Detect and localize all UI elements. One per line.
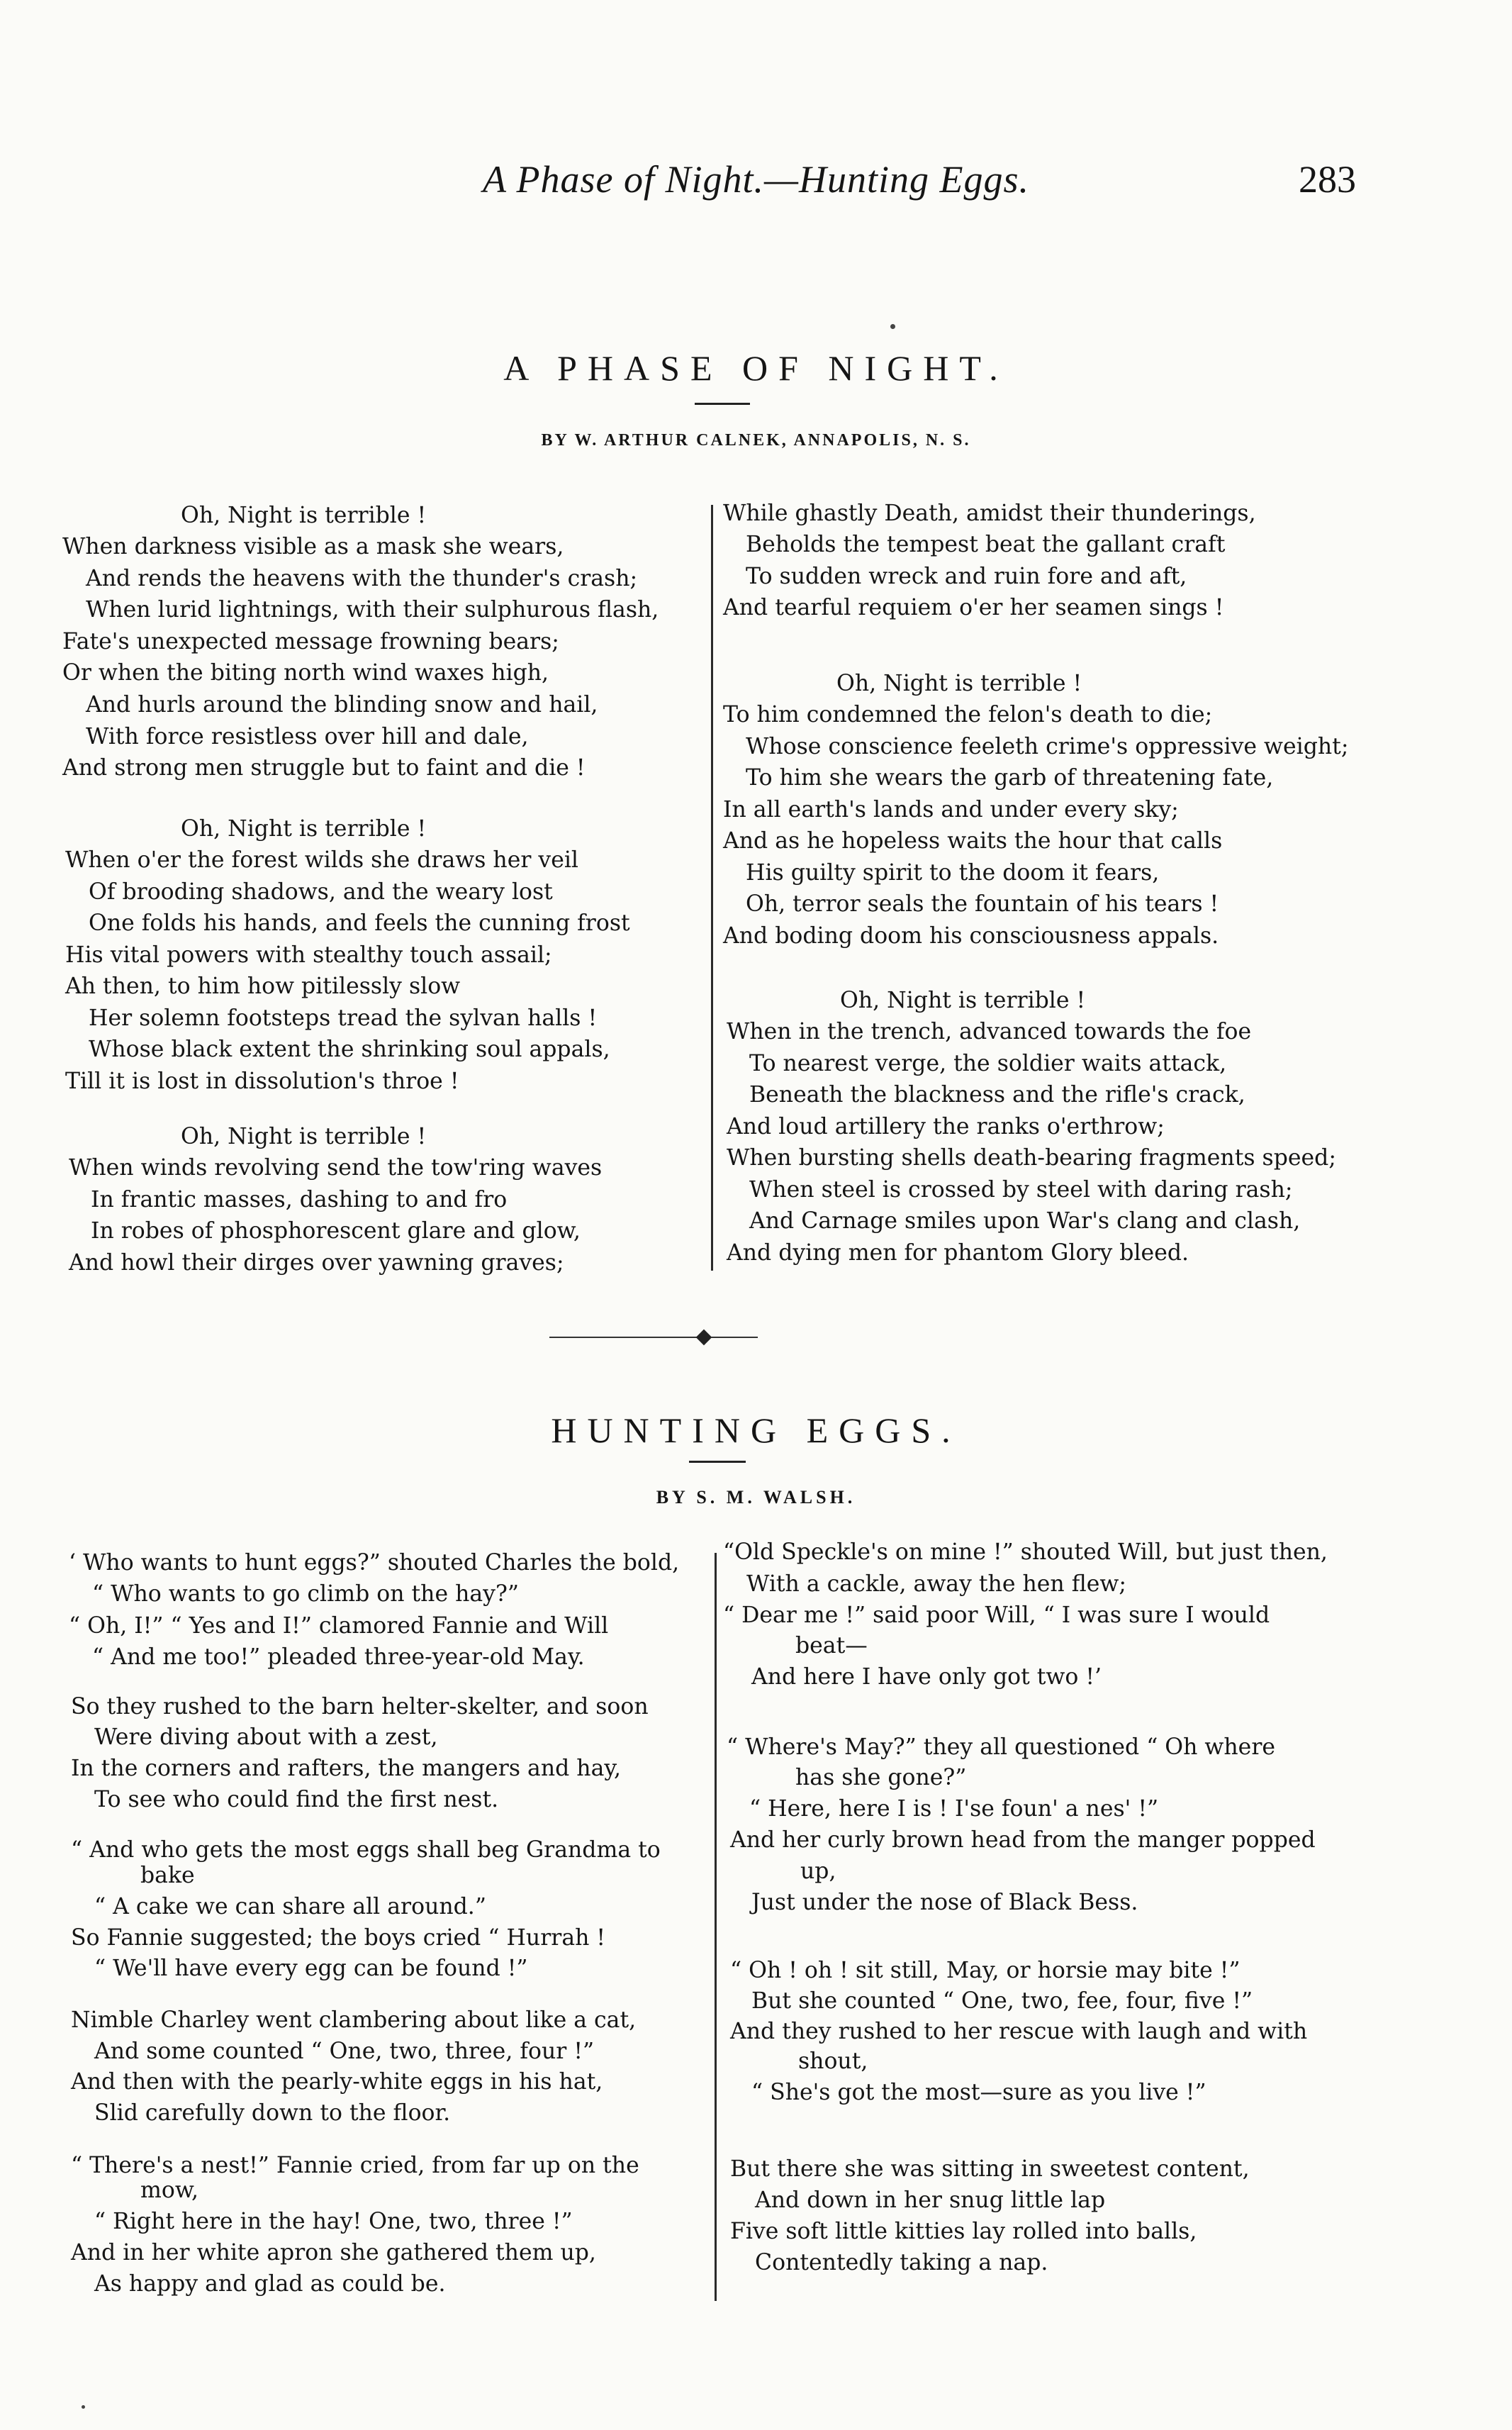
poem-line: Till it is lost in dissolution's throe ! <box>65 1069 459 1094</box>
poem-line: And her curly brown head from the manger popped <box>730 1827 1316 1853</box>
poem-line: And in her white apron she gathered them up, <box>71 2240 596 2265</box>
poem-line: “ Where's May?” they all questioned “ Oh where <box>727 1734 1276 1760</box>
poem-line: up, <box>800 1858 836 1884</box>
poem-line: In all earth's lands and under every sky; <box>723 797 1179 823</box>
poem-line: His guilty spirit to the doom it fears, <box>746 860 1160 886</box>
poem-title: A PHASE OF NIGHT. <box>503 348 1009 388</box>
poem-line: When steel is crossed by steel with daring rash; <box>749 1177 1293 1203</box>
poem-line: shout, <box>798 2049 868 2074</box>
poem-line: “ Dear me !” said poor Will, “ I was sure I would <box>723 1603 1270 1628</box>
poem-line: With a cackle, away the hen flew; <box>746 1571 1126 1597</box>
poem-line: When in the trench, advanced towards the foe <box>727 1019 1252 1044</box>
poem-line: When bursting shells death-bearing fragments speed; <box>727 1145 1336 1171</box>
poem-line: And howl their dirges over yawning graves; <box>69 1250 564 1276</box>
poem-line: When darkness visible as a mask she wears, <box>62 534 564 559</box>
ornament-rule-right <box>711 1337 758 1338</box>
poem-line: And some counted “ One, two, three, four !” <box>94 2039 595 2064</box>
poem-byline: BY S. M. WALSH. <box>656 1487 856 1507</box>
poem-byline: BY W. ARTHUR CALNEK, ANNAPOLIS, N. S. <box>541 431 971 450</box>
title-rule <box>695 403 750 405</box>
poem-line: And Carnage smiles upon War's clang and clash, <box>749 1208 1301 1234</box>
poem-line: “ And me too!” pleaded three-year-old May. <box>92 1644 585 1670</box>
poem-line: “ Who wants to go climb on the hay?” <box>92 1581 519 1607</box>
poem-line: And hurls around the blinding snow and hail, <box>86 692 598 718</box>
poem-line: To sudden wreck and ruin fore and aft, <box>746 564 1187 589</box>
poem-line: So Fannie suggested; the boys cried “ Hurrah ! <box>71 1925 606 1951</box>
poem-line: “ We'll have every egg can be found !” <box>94 1956 528 1981</box>
poem-line: To see who could find the first nest. <box>94 1787 499 1812</box>
poem-line: In robes of phosphorescent glare and glow, <box>91 1218 581 1244</box>
poem-line: Oh, Night is terrible ! <box>181 1124 427 1149</box>
poem-line: To him condemned the felon's death to die; <box>723 702 1213 728</box>
poem-line: Nimble Charley went clambering about like a cat, <box>71 2007 637 2033</box>
poem-line: bake <box>140 1863 195 1888</box>
poem-line: One folds his hands, and feels the cunning frost <box>89 910 630 936</box>
poem-line: His vital powers with stealthy touch assail; <box>65 942 552 968</box>
poem-line: So they rushed to the barn helter-skelter, and soon <box>71 1694 649 1720</box>
poem-line: “Old Speckle's on mine !” shouted Will, but just then, <box>723 1539 1328 1565</box>
poem-line: Ah then, to him how pitilessly slow <box>65 974 461 999</box>
poem-line: has she gone?” <box>795 1765 967 1790</box>
poem-line: Beholds the tempest beat the gallant craft <box>746 532 1226 557</box>
poem-line: And they rushed to her rescue with laugh and with <box>730 2019 1308 2044</box>
poem-line: Just under the nose of Black Bess. <box>751 1890 1138 1915</box>
poem-line: And down in her snug little lap <box>755 2187 1106 2213</box>
poem-line: Five soft little kitties lay rolled into balls, <box>730 2219 1197 2244</box>
poem-line: mow, <box>140 2178 199 2203</box>
title-rule <box>689 1461 746 1463</box>
poem-line: Fate's unexpected message frowning bears; <box>62 629 559 654</box>
poem-line: While ghastly Death, amidst their thunderings, <box>723 501 1256 526</box>
poem-line: “ Oh ! oh ! sit still, May, or horsie may bite !” <box>730 1958 1241 1983</box>
poem-line: And strong men struggle but to faint and die ! <box>62 755 586 781</box>
poem-line: Were diving about with a zest, <box>94 1724 438 1750</box>
poem-line: And loud artillery the ranks o'erthrow; <box>727 1114 1165 1139</box>
poem-line: To nearest verge, the soldier waits attack, <box>749 1051 1227 1076</box>
column-divider <box>711 505 713 1271</box>
poem-line: Oh, Night is terrible ! <box>181 503 427 528</box>
poem-line: “ And who gets the most eggs shall beg Grandma to <box>71 1837 661 1863</box>
poem-line: With force resistless over hill and dale, <box>86 724 529 749</box>
poem-line: In the corners and rafters, the mangers and hay, <box>71 1756 621 1781</box>
poem-line: Oh, Night is terrible ! <box>836 671 1082 696</box>
poem-line: “ Right here in the hay! One, two, three !” <box>94 2209 573 2234</box>
poem-line: In frantic masses, dashing to and fro <box>91 1187 508 1213</box>
poem-line: But she counted “ One, two, fee, four, five !” <box>751 1988 1253 2014</box>
poem-line: beat— <box>795 1633 868 1659</box>
poem-line: When lurid lightnings, with their sulphurous flash, <box>86 597 659 623</box>
poem-line: And here I have only got two !’ <box>751 1664 1102 1690</box>
poem-line: Her solemn footsteps tread the sylvan halls ! <box>89 1005 598 1031</box>
poem-line: “ Oh, I!” “ Yes and I!” clamored Fannie and Will <box>69 1613 609 1639</box>
poem-line: Or when the biting north wind waxes high, <box>62 660 549 686</box>
poem-line: “ There's a nest!” Fannie cried, from far up on the <box>71 2153 639 2178</box>
poem-line: Whose black extent the shrinking soul appals, <box>89 1037 610 1062</box>
poem-line: And boding doom his consciousness appals. <box>723 923 1219 949</box>
poem-line: And then with the pearly-white eggs in his hat, <box>71 2069 603 2095</box>
poem-line: And dying men for phantom Glory bleed. <box>727 1240 1189 1266</box>
running-title: A Phase of Night.—Hunting Eggs. <box>482 158 1030 201</box>
ink-speck <box>890 324 895 329</box>
poem-line: And rends the heavens with the thunder's crash; <box>86 566 638 591</box>
poem-line: Whose conscience feeleth crime's oppressive weight; <box>746 734 1349 759</box>
poem-line: As happy and glad as could be. <box>94 2271 446 2297</box>
poem-line: When o'er the forest wilds she draws her veil <box>65 847 578 873</box>
poem-line: Contentedly taking a nap. <box>755 2250 1048 2275</box>
poem-line: And as he hopeless waits the hour that calls <box>723 828 1223 854</box>
poem-line: To him she wears the garb of threatening fate, <box>746 765 1274 791</box>
poem-line: ‘ Who wants to hunt eggs?” shouted Charles the bold, <box>69 1550 680 1576</box>
ink-speck <box>82 2405 85 2409</box>
poem-line: “ She's got the most—sure as you live !” <box>751 2080 1206 2105</box>
poem-line: When winds revolving send the tow'ring waves <box>69 1155 603 1181</box>
poem-line: But there she was sitting in sweetest content, <box>730 2156 1250 2182</box>
poem-line: And tearful requiem o'er her seamen sings ! <box>723 595 1224 620</box>
column-divider <box>715 1553 717 2301</box>
poem-line: Oh, Night is terrible ! <box>840 988 1086 1013</box>
poem-line: Beneath the blackness and the rifle's crack, <box>749 1082 1245 1108</box>
ornament-diamond <box>696 1330 712 1346</box>
page-number: 283 <box>1299 158 1356 201</box>
poem-line: Oh, Night is terrible ! <box>181 816 427 842</box>
poem-line: “ A cake we can share all around.” <box>94 1894 486 1919</box>
poem-title: HUNTING EGGS. <box>551 1410 961 1450</box>
poem-line: “ Here, here I is ! I'se foun' a nes' !” <box>749 1796 1159 1822</box>
poem-line: Of brooding shadows, and the weary lost <box>89 879 553 905</box>
poem-line: Oh, terror seals the fountain of his tears ! <box>746 891 1219 917</box>
poem-line: Slid carefully down to the floor. <box>94 2100 451 2126</box>
